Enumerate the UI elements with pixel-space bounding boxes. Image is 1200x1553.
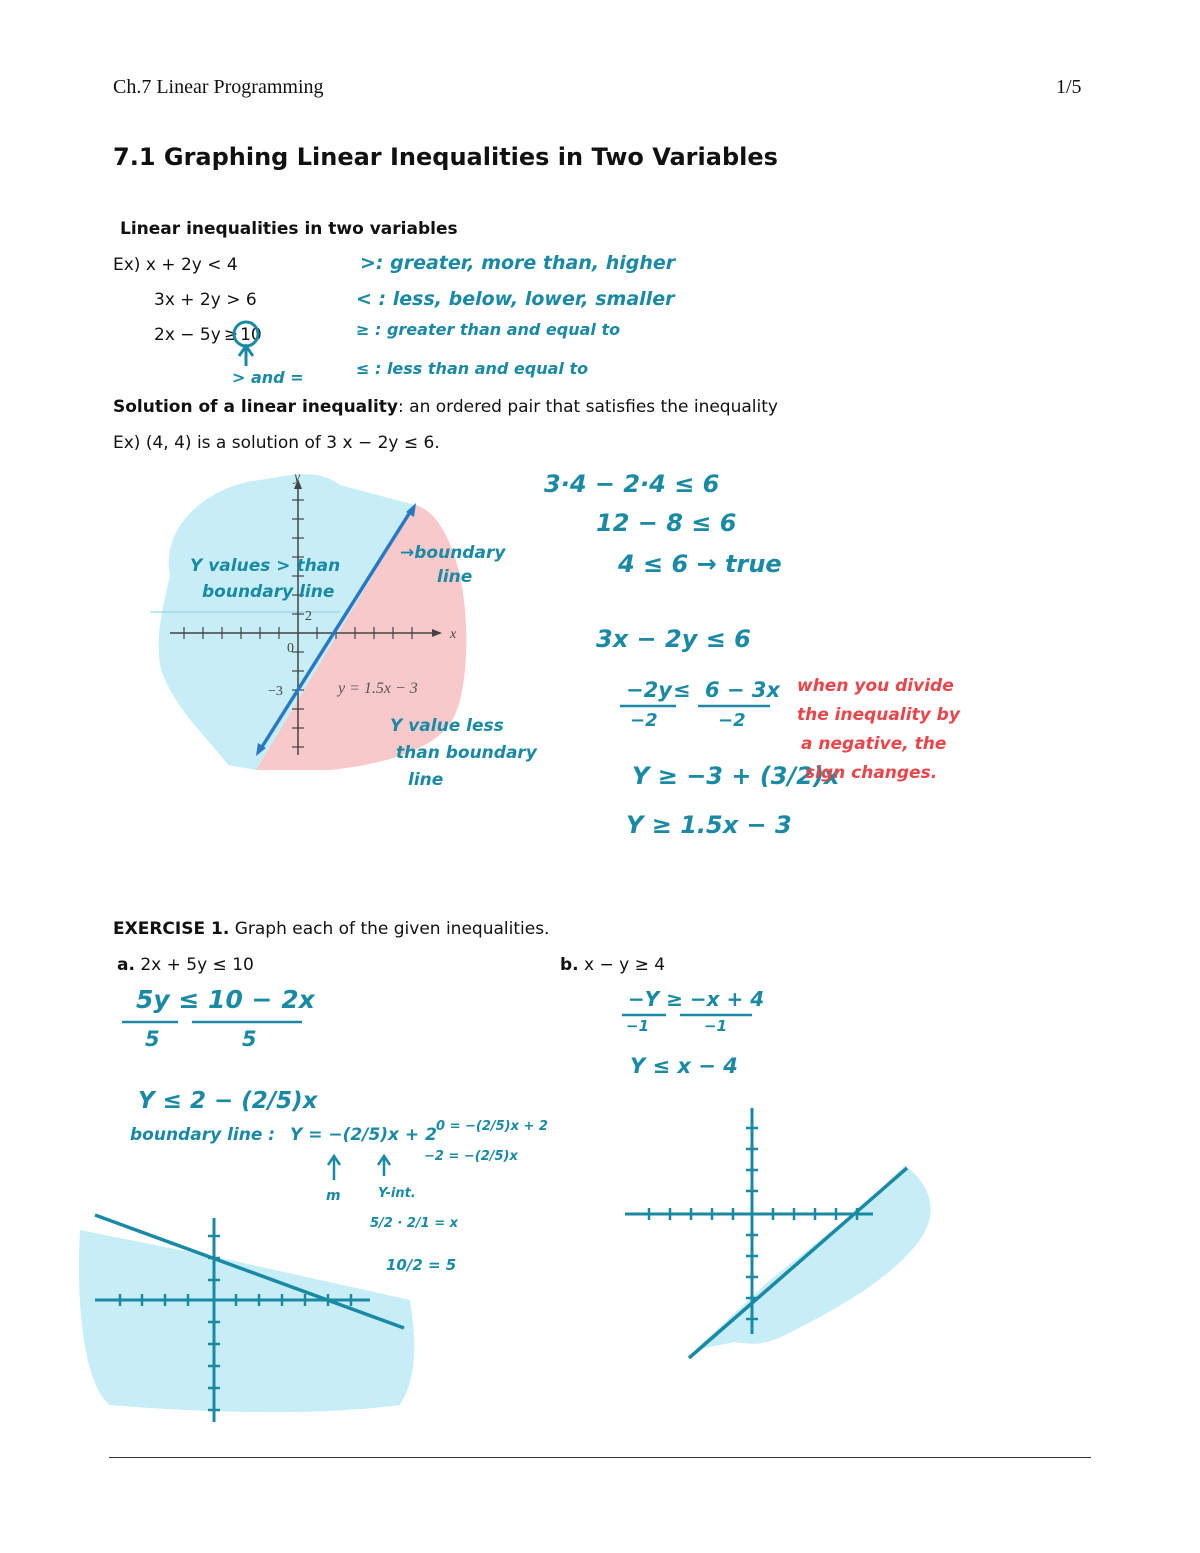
footer-rule	[109, 1457, 1091, 1458]
work-step-5-rhs: 6 − 3x	[705, 678, 780, 702]
work-a-den-right: 5	[242, 1027, 257, 1051]
note-leq: ≤ : less than and equal to	[356, 359, 589, 378]
example-2: 3x + 2y > 6	[154, 290, 257, 310]
work-b-den-right: −1	[704, 1017, 728, 1035]
exercise-b-inequality: x − y ≥ 4	[578, 955, 666, 975]
example-3-lhs: 2x − 5y	[154, 325, 221, 345]
work-a-boundary-label: boundary line :	[130, 1125, 276, 1145]
graph-axis-y-label: y	[294, 470, 301, 485]
graph-axis-x-label: x	[450, 627, 457, 642]
exercise-b	[560, 955, 665, 975]
work-step-7: Y ≥ 1.5x − 3	[626, 811, 792, 839]
example-1: Ex) x + 2y < 4	[113, 255, 238, 275]
graph-tick-0: 0	[287, 641, 294, 656]
work-a-solve-step: −2 = −(2/5)x	[424, 1149, 518, 1164]
work-step-5-den-right: −2	[718, 710, 746, 731]
graph-equation: y = 1.5x − 3	[338, 680, 418, 697]
example-3-symbol: ≥	[223, 325, 239, 345]
red-note-line-4: sign changes.	[805, 763, 938, 783]
solution-example: Ex) (4, 4) is a solution of 3 x − 2y ≤ 6.	[113, 433, 440, 453]
work-a-boundary-eq: Y = −(2/5)x + 2	[290, 1125, 437, 1145]
note-below-line-3: line	[408, 770, 444, 790]
work-a-slope-label: m	[326, 1188, 341, 1204]
note-above-line-1: Y values > than	[190, 556, 341, 576]
note-boundary	[400, 541, 505, 589]
work-a-den-left: 5	[145, 1027, 160, 1051]
note-below-line-1: Y value less	[390, 716, 504, 736]
work-step-5-lhs: −2y	[626, 678, 672, 702]
work-step-2: 12 − 8 ≤ 6	[596, 509, 737, 537]
red-note-line-2: the inequality by	[797, 705, 960, 725]
exercise-a	[117, 955, 254, 975]
note-geq: ≥ : greater than and equal to	[356, 320, 621, 339]
note-below	[390, 713, 537, 794]
work-a-arrows	[322, 1152, 402, 1182]
work-step-1: 3·4 − 2·4 ≤ 6	[544, 470, 720, 498]
note-above	[190, 553, 340, 605]
graph-tick-neg3: −3	[268, 684, 283, 699]
note-below-line-2: than boundary	[396, 743, 537, 763]
work-a-result: 10/2 = 5	[386, 1256, 457, 1274]
note-above-line-2: boundary line	[202, 582, 335, 602]
red-note-line-1: when you divide	[797, 676, 954, 696]
fraction-bars	[618, 702, 778, 710]
solution-definition	[113, 397, 778, 417]
solution-term: Solution of a linear inequality	[113, 397, 399, 417]
graph-exercise-b	[615, 1100, 955, 1370]
work-b-step-2: Y ≤ x − 4	[630, 1054, 738, 1078]
work-step-3: 4 ≤ 6 → true	[618, 550, 782, 578]
work-a-zero-eq: 0 = −(2/5)x + 2	[436, 1119, 548, 1134]
work-step-5-symbol: ≤	[673, 678, 691, 702]
exercise-b-label: b.	[560, 955, 579, 975]
graph-a-shaded	[79, 1230, 414, 1412]
section-title: 7.1 Graphing Linear Inequalities in Two Variables	[113, 143, 778, 171]
work-b-step-1: −Y ≥ −x + 4	[628, 987, 765, 1011]
exercise-instruction: Graph each of the given inequalities.	[229, 919, 550, 939]
note-boundary-line-1: →boundary	[400, 543, 506, 563]
exercise-heading	[113, 919, 549, 939]
header-page-number: 1/5	[1056, 76, 1082, 98]
exercise-label: EXERCISE 1.	[113, 919, 230, 939]
graph-tick-2: 2	[305, 609, 312, 624]
subheading: Linear inequalities in two variables	[120, 219, 458, 239]
example-3-rhs: 10	[240, 325, 262, 345]
note-less: < : less, below, lower, smaller	[356, 288, 675, 310]
work-step-5-den-left: −2	[630, 710, 658, 731]
work-step-4: 3x − 2y ≤ 6	[596, 625, 751, 653]
solution-definition-text: : an ordered pair that satisfies the inequality	[398, 397, 778, 417]
work-b-den-left: −1	[626, 1017, 650, 1035]
exercise-a-inequality: 2x + 5y ≤ 10	[134, 955, 254, 975]
circle-note: > and =	[232, 368, 304, 387]
work-a-fraction-bars	[120, 1018, 310, 1026]
work-a-step-1: 5y ≤ 10 − 2x	[136, 985, 315, 1014]
note-greater: >: greater, more than, higher	[360, 252, 676, 274]
work-a-step-2: Y ≤ 2 − (2/5)x	[138, 1088, 318, 1114]
work-step-6: Y ≥ −3 + (3/2)x	[632, 762, 840, 790]
graph-exercise-a	[70, 1200, 430, 1430]
red-note	[797, 672, 960, 788]
exercise-a-label: a.	[117, 955, 135, 975]
work-a-multiply: 5/2 · 2/1 = x	[370, 1216, 458, 1231]
work-a-yint-label: Y-int.	[378, 1186, 416, 1201]
note-boundary-line-2: line	[437, 567, 473, 587]
red-note-line-3: a negative, the	[801, 734, 947, 754]
header-chapter: Ch.7 Linear Programming	[113, 76, 324, 98]
